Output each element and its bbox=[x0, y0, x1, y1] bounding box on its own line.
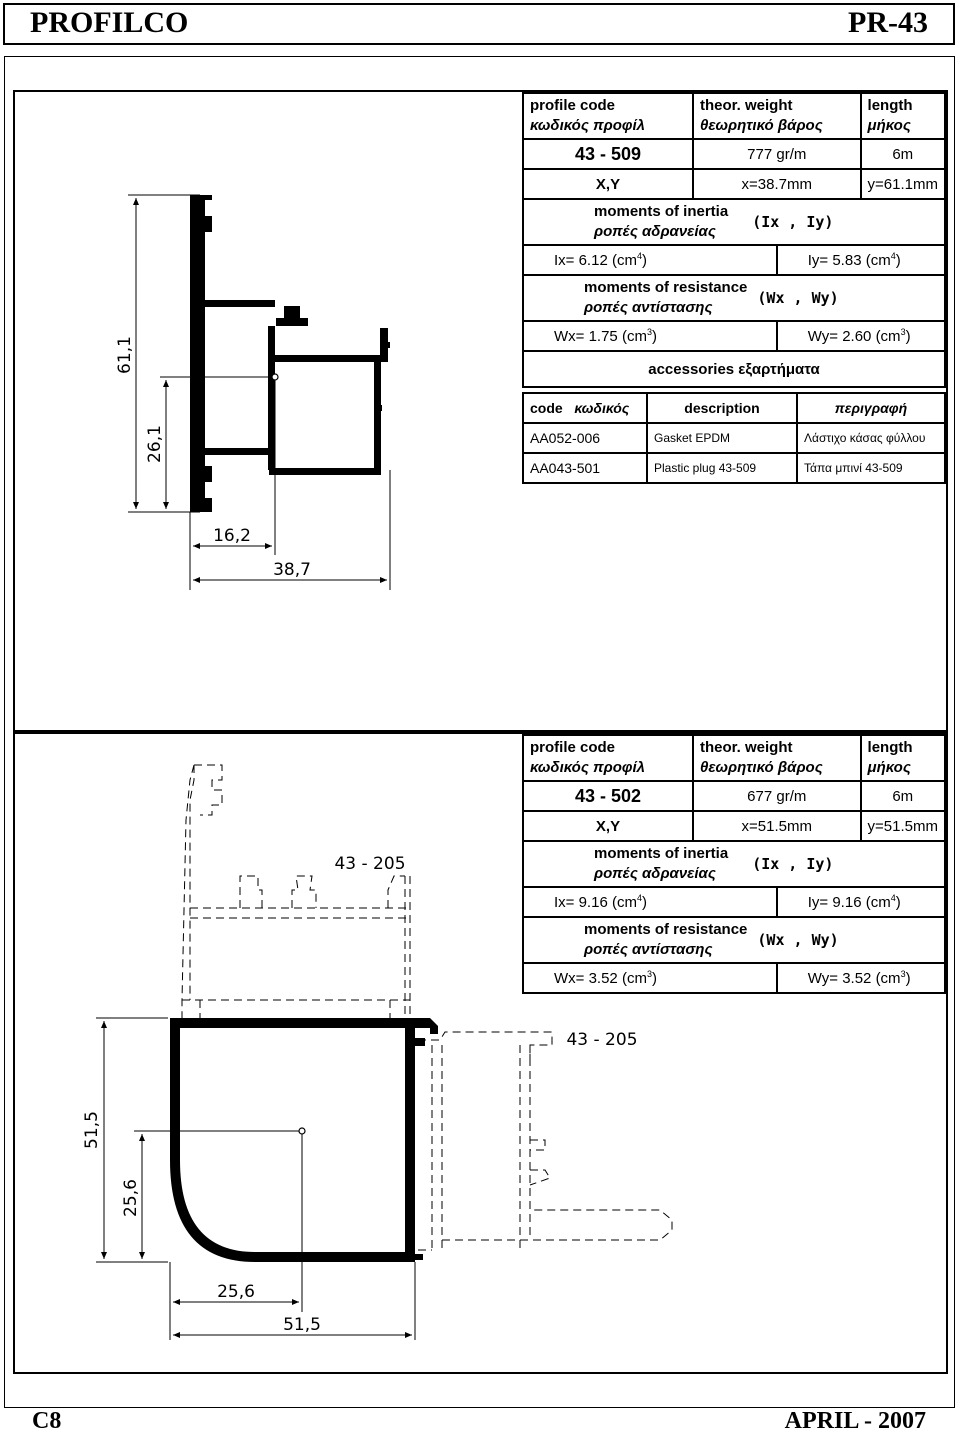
profile-length: 6m bbox=[861, 781, 945, 811]
xy-label: X,Y bbox=[523, 169, 693, 199]
y-value: y=51.5mm bbox=[861, 811, 945, 841]
acc-description: Gasket EPDM bbox=[647, 423, 797, 453]
profile-code: 43 - 509 bbox=[523, 139, 693, 169]
profile-code: 43 - 502 bbox=[523, 781, 693, 811]
wx-value: Wx= 1.75 $(cm^3)$ bbox=[523, 321, 777, 351]
dim-cog-x: 16,2 bbox=[213, 526, 251, 546]
brand-name: PROFILCO bbox=[30, 6, 189, 39]
y-value: y=61.1mm bbox=[861, 169, 945, 199]
ix-value: Ix= 9.16 $(cm^4)$ bbox=[523, 887, 777, 917]
page-id: PR-43 bbox=[848, 6, 928, 39]
accessories-heading: accessories εξαρτήματα bbox=[523, 351, 945, 387]
dim-cog-y-2: 25,6 bbox=[121, 1179, 141, 1217]
weight-header: theor. weight θεωρητικό βάρος bbox=[693, 93, 861, 139]
acc-description-gr: Λάστιχο κάσας φύλλου bbox=[797, 423, 945, 453]
companion-profile-top bbox=[182, 765, 410, 1022]
ix-value: Ix= 6.12 $(cm^4)$ bbox=[523, 245, 777, 275]
length-header: length μήκος bbox=[861, 93, 945, 139]
companion-profile-right bbox=[418, 1032, 672, 1250]
acc-desc-gr-header: περιγραφή bbox=[797, 393, 945, 423]
page-number: C8 bbox=[32, 1408, 62, 1434]
iy-value: Iy= 9.16 $(cm^4)$ bbox=[777, 887, 945, 917]
acc-description-gr: Τάπα μπινί 43-509 bbox=[797, 453, 945, 483]
acc-desc-header: description bbox=[647, 393, 797, 423]
dim-width-2: 51,5 bbox=[283, 1315, 321, 1335]
dim-height: 61,1 bbox=[115, 336, 135, 374]
companion-label-top: 43 - 205 bbox=[334, 854, 406, 874]
dimension-lines-2 bbox=[96, 1018, 415, 1340]
theoretical-weight: 777 gr/m bbox=[693, 139, 861, 169]
dim-height-2: 51,5 bbox=[82, 1111, 102, 1149]
iy-value: Iy= 5.83 $(cm^4)$ bbox=[777, 245, 945, 275]
inertia-heading: moments of inertia ροπές αδρανείας (Ix , Iy) bbox=[523, 199, 945, 245]
companion-label-right: 43 - 205 bbox=[566, 1030, 638, 1050]
acc-code-header: code κωδικός bbox=[523, 393, 647, 423]
dim-cog-y: 26,1 bbox=[145, 425, 165, 463]
center-of-gravity-marker-2 bbox=[299, 1128, 305, 1134]
acc-code: AA043-501 bbox=[523, 453, 647, 483]
acc-code: AA052-006 bbox=[523, 423, 647, 453]
weight-header: theor. weight θεωρητικό βάρος bbox=[693, 735, 861, 781]
x-value: x=51.5mm bbox=[693, 811, 861, 841]
xy-label: X,Y bbox=[523, 811, 693, 841]
length-header: length μήκος bbox=[861, 735, 945, 781]
acc-description: Plastic plug 43-509 bbox=[647, 453, 797, 483]
dim-cog-x-2: 25,6 bbox=[217, 1282, 255, 1302]
resistance-heading: moments of resistance ροπές αντίστασης (Wx , Wy) bbox=[523, 917, 945, 963]
profile-43-502-section bbox=[170, 1018, 438, 1262]
x-value: x=38.7mm bbox=[693, 169, 861, 199]
dim-width: 38,7 bbox=[273, 560, 311, 580]
inertia-heading: moments of inertia ροπές αδρανείας (Ix , Iy) bbox=[523, 841, 945, 887]
wy-value: Wy= 2.60 $(cm^3)$ bbox=[777, 321, 945, 351]
profile-length: 6m bbox=[861, 139, 945, 169]
profile-code-header: profile code κωδικός προφίλ bbox=[523, 735, 693, 781]
catalog-date: APRIL - 2007 bbox=[784, 1408, 926, 1434]
profile-43-509-section bbox=[190, 195, 390, 512]
center-of-gravity-marker bbox=[272, 374, 278, 380]
profile-code-header: profile code κωδικός προφίλ bbox=[523, 93, 693, 139]
theoretical-weight: 677 gr/m bbox=[693, 781, 861, 811]
resistance-heading: moments of resistance ροπές αντίστασης (Wx , Wy) bbox=[523, 275, 945, 321]
wx-value: Wx= 3.52 $(cm^3)$ bbox=[523, 963, 777, 993]
dimension-lines-1 bbox=[128, 195, 390, 590]
wy-value: Wy= 3.52 $(cm^3)$ bbox=[777, 963, 945, 993]
